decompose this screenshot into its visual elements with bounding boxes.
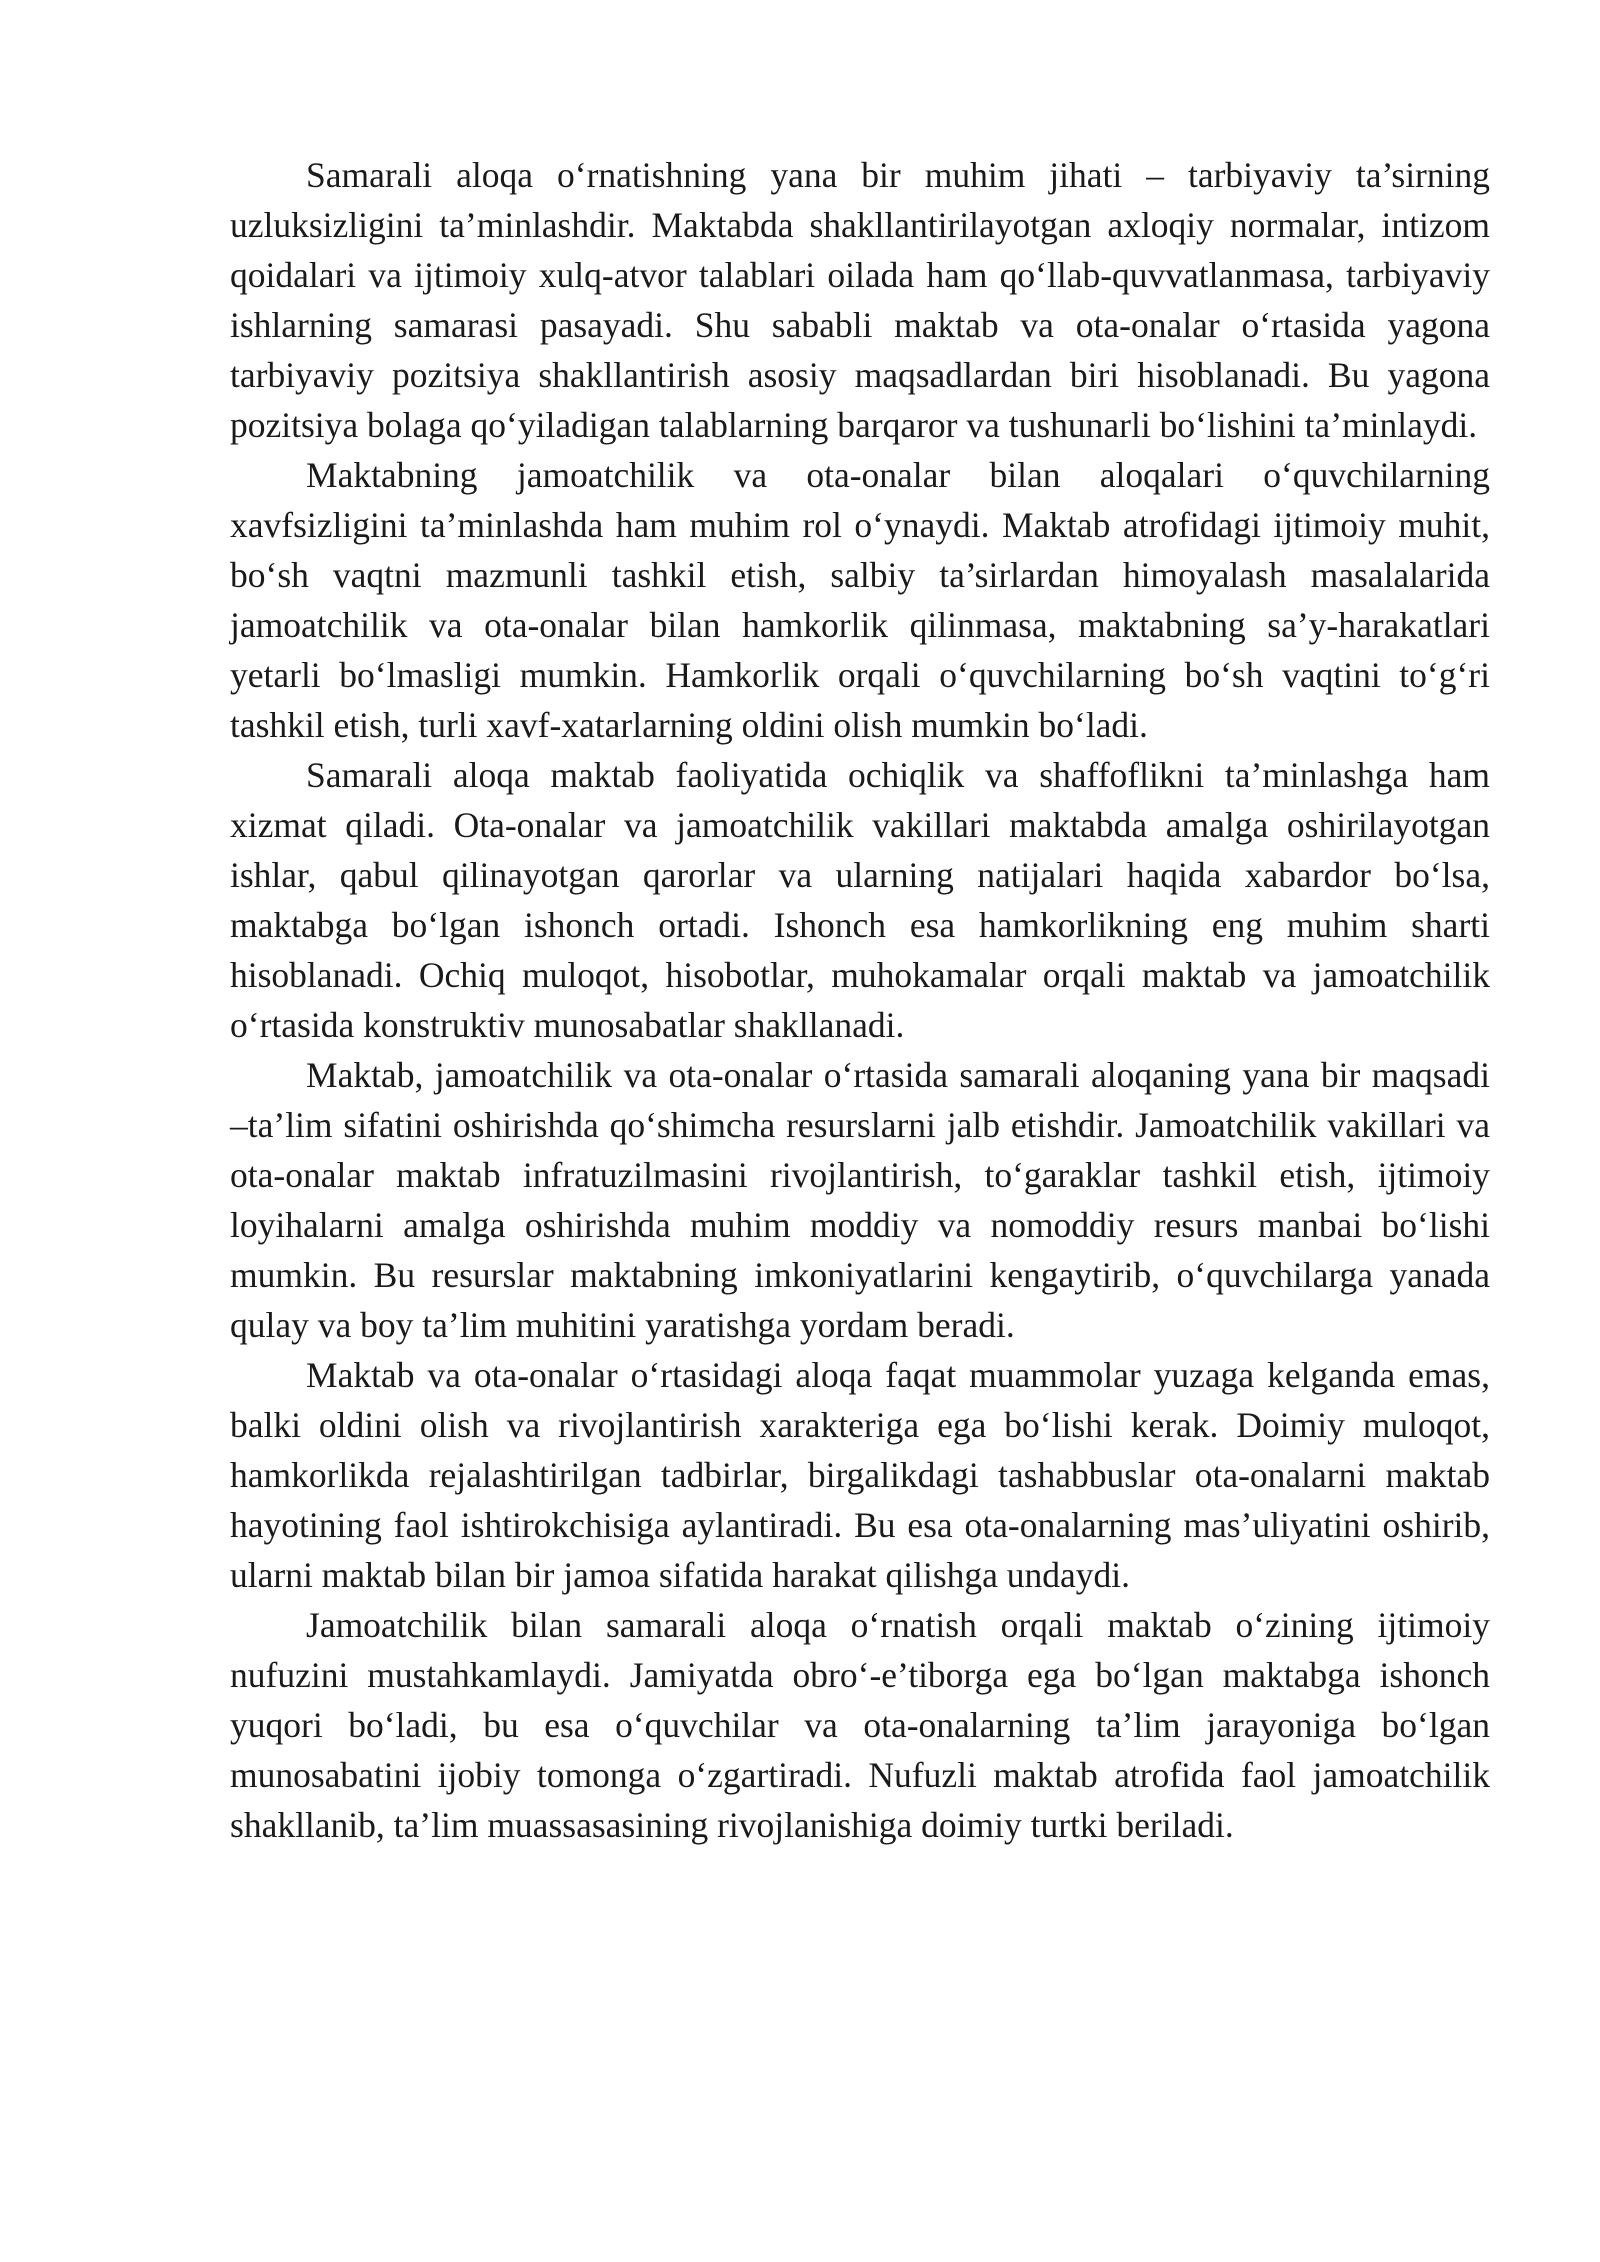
paragraph-6: Jamoatchilik bilan samarali aloqa o‘rnatish orqali maktab o‘zining ijtimoiy nufuzini mustahkamlaydi. Jamiyatda obro‘-e’tiborga ega bo‘lgan maktabga ishonch yuqori bo‘ladi, bu esa o‘quvchilar va ota-onalarning ta’lim jarayoniga bo‘lgan munosabatini ijobiy tomonga o‘zgartiradi. Nufuzli maktab atrofida faol jamoatchilik shakllanib, ta’lim muassasasining rivojlanishiga doimiy turtki beriladi. (230, 1605, 1490, 1845)
paragraph-5: Maktab va ota-onalar o‘rtasidagi aloqa faqat muammolar yuzaga kelganda emas, balki oldini olish va rivojlantirish xarakteriga ega bo‘lishi kerak. Doimiy muloqot, hamkorlikda rejalashtirilgan tadbirlar, birgalikdagi tashabbuslar ota-onalarni maktab hayotining faol ishtirokchisiga aylantiradi. Bu esa ota-onalarning mas’uliyatini oshirib, ularni maktab bilan bir jamoa sifatida harakat qilishga undaydi. (230, 1355, 1490, 1595)
paragraph-1: Samarali aloqa o‘rnatishning yana bir muhim jihati – tarbiyaviy ta’sirning uzluksizligini ta’minlashdir. Maktabda shakllantirilayotgan axloqiy normalar, intizom qoidalari va ijtimoiy xulq-atvor talablari oilada ham qo‘llab-quvvatlanmasa, tarbiyaviy ishlarning samarasi pasayadi. Shu sababli maktab va ota-onalar o‘rtasida yagona tarbiyaviy pozitsiya shakllantirish asosiy maqsadlardan biri hisoblanadi. Bu yagona pozitsiya bolaga qo‘yiladigan talablarning barqaror va tushunarli bo‘lishini ta’minlaydi. (230, 155, 1490, 445)
paragraph-2: Maktabning jamoatchilik va ota-onalar bilan aloqalari o‘quvchilarning xavfsizligini ta’minlashda ham muhim rol o‘ynaydi. Maktab atrofidagi ijtimoiy muhit, bo‘sh vaqtni mazmunli tashkil etish, salbiy ta’sirlardan himoyalash masalalarida jamoatchilik va ota-onalar bilan hamkorlik qilinmasa, maktabning sa’y-harakatlari yetarli bo‘lmasligi mumkin. Hamkorlik orqali o‘quvchilarning bo‘sh vaqtini to‘g‘ri tashkil etish, turli xavf-xatarlarning oldini olish mumkin bo‘ladi. (230, 455, 1490, 745)
body-text (230, 150, 1490, 1850)
paragraph-3: Samarali aloqa maktab faoliyatida ochiqlik va shaffoflikni ta’minlashga ham xizmat qiladi. Ota-onalar va jamoatchilik vakillari maktabda amalga oshirilayotgan ishlar, qabul qilinayotgan qarorlar va ularning natijalari haqida xabardor bo‘lsa, maktabga bo‘lgan ishonch ortadi. Ishonch esa hamkorlikning eng muhim sharti hisoblanadi. Ochiq muloqot, hisobotlar, muhokamalar orqali maktab va jamoatchilik o‘rtasida konstruktiv munosabatlar shakllanadi. (230, 755, 1490, 1045)
paragraph-4: Maktab, jamoatchilik va ota-onalar o‘rtasida samarali aloqaning yana bir maqsadi –ta’lim sifatini oshirishda qo‘shimcha resurslarni jalb etishdir. Jamoatchilik vakillari va ota-onalar maktab infratuzilmasini rivojlantirish, to‘garaklar tashkil etish, ijtimoiy loyihalarni amalga oshirishda muhim moddiy va nomoddiy resurs manbai bo‘lishi mumkin. Bu resurslar maktabning imkoniyatlarini kengaytirib, o‘quvchilarga yanada qulay va boy ta’lim muhitini yaratishga yordam beradi. (230, 1055, 1490, 1345)
